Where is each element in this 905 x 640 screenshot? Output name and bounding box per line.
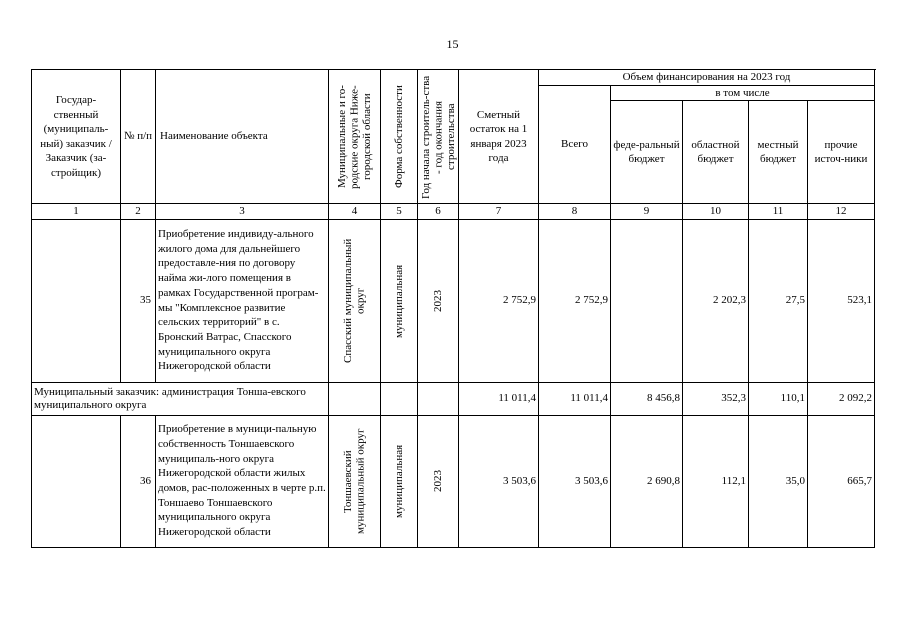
column-number: 9 (611, 204, 683, 220)
row-federal (611, 219, 683, 382)
column-number: 1 (32, 204, 121, 220)
row-object-name: Приобретение в муници-пальную собственность Тоншаевского муниципаль-ного округа Нижегородской области жилых домов, рас-положенных в черте р.п. Тоншаево Тоншаевского муниципального округа Нижегородской области (156, 415, 329, 547)
header-customer: Государ-ственный (муниципаль-ный) заказчик /Заказчик (за-стройщик) (32, 70, 121, 204)
row-customer-cell (32, 415, 121, 547)
customer-balance: 11 011,4 (459, 382, 539, 415)
customer-other: 2 092,2 (808, 382, 875, 415)
row-regional: 112,1 (683, 415, 749, 547)
column-number: 11 (749, 204, 808, 220)
page-number: 15 (446, 37, 459, 51)
row-balance: 2 752,9 (459, 219, 539, 382)
row-num: 36 (121, 415, 156, 547)
row-regional: 2 202,3 (683, 219, 749, 382)
row-local: 35,0 (749, 415, 808, 547)
column-number: 7 (459, 204, 539, 220)
row-local: 27,5 (749, 219, 808, 382)
customer-total: 11 011,4 (539, 382, 611, 415)
header-district-text: Муниципальные и го-родские округа Ниже-городской области (335, 84, 373, 189)
header-years (418, 70, 459, 204)
header-funding-volume: Объем финансирования на 2023 год (539, 70, 875, 86)
customer-empty-cell (418, 382, 459, 415)
column-number: 3 (156, 204, 329, 220)
row-balance: 3 503,6 (459, 415, 539, 547)
column-number-row (32, 204, 875, 220)
column-number: 10 (683, 204, 749, 220)
customer-empty-cell (329, 382, 381, 415)
header-other: прочие источ-ники (808, 101, 875, 204)
row-year-text: 2023 (431, 470, 444, 492)
row-other: 523,1 (808, 219, 875, 382)
row-object-name: Приобретение индивиду-ального жилого дома для дальнейшего предоставле-ния по договору найма жи-лого помещения в рамках Государственной програм-мы "Комплексное развитие сельских территорий" в с. Бронский Ватрас, Спасского муниципального округа Нижегородской области (156, 219, 329, 382)
header-object-name: Наименование объекта (156, 70, 329, 204)
header-regional: областной бюджет (683, 101, 749, 204)
row-total: 2 752,9 (539, 219, 611, 382)
header-ownership (381, 70, 418, 204)
header-estimate-balance: Сметный остаток на 1 января 2023 года (459, 70, 539, 204)
table-row (32, 219, 875, 382)
column-number: 2 (121, 204, 156, 220)
column-number: 5 (381, 204, 418, 220)
row-ownership (381, 415, 418, 547)
customer-empty-cell (381, 382, 418, 415)
header-ownership-text: Форма собственности (392, 85, 405, 188)
customer-row (32, 382, 875, 415)
table-row (32, 415, 875, 547)
header-total: Всего (539, 85, 611, 204)
row-ownership-text: муниципальная (392, 263, 405, 338)
header-years-text: Год начала строитель-ства - год окончания строительства (420, 74, 457, 199)
row-federal: 2 690,8 (611, 415, 683, 547)
row-customer-cell (32, 219, 121, 382)
customer-regional: 352,3 (683, 382, 749, 415)
row-year-text: 2023 (431, 289, 444, 312)
row-year (418, 415, 459, 547)
header-including: в том числе (611, 85, 875, 101)
row-num: 35 (121, 219, 156, 382)
column-number: 4 (329, 204, 381, 220)
header-federal: феде-ральный бюджет (611, 101, 683, 204)
row-year (418, 219, 459, 382)
column-number: 12 (808, 204, 875, 220)
row-district-text: Спасский муниципальный округ (342, 238, 367, 363)
column-number: 6 (418, 204, 459, 220)
customer-local: 110,1 (749, 382, 808, 415)
row-ownership-text: муниципальная (392, 444, 405, 518)
customer-label: Муниципальный заказчик: администрация Тонша-евского муниципального округа (32, 382, 329, 415)
header-row (32, 70, 875, 86)
financing-table (31, 69, 875, 548)
row-total: 3 503,6 (539, 415, 611, 547)
row-district-text: Тоншаевский муниципальный округ (342, 428, 367, 534)
column-number: 8 (539, 204, 611, 220)
header-local: местный бюджет (749, 101, 808, 204)
row-other: 665,7 (808, 415, 875, 547)
header-num: № п/п (121, 70, 156, 204)
row-district (329, 415, 381, 547)
customer-federal: 8 456,8 (611, 382, 683, 415)
header-district (329, 70, 381, 204)
row-district (329, 219, 381, 382)
row-ownership (381, 219, 418, 382)
